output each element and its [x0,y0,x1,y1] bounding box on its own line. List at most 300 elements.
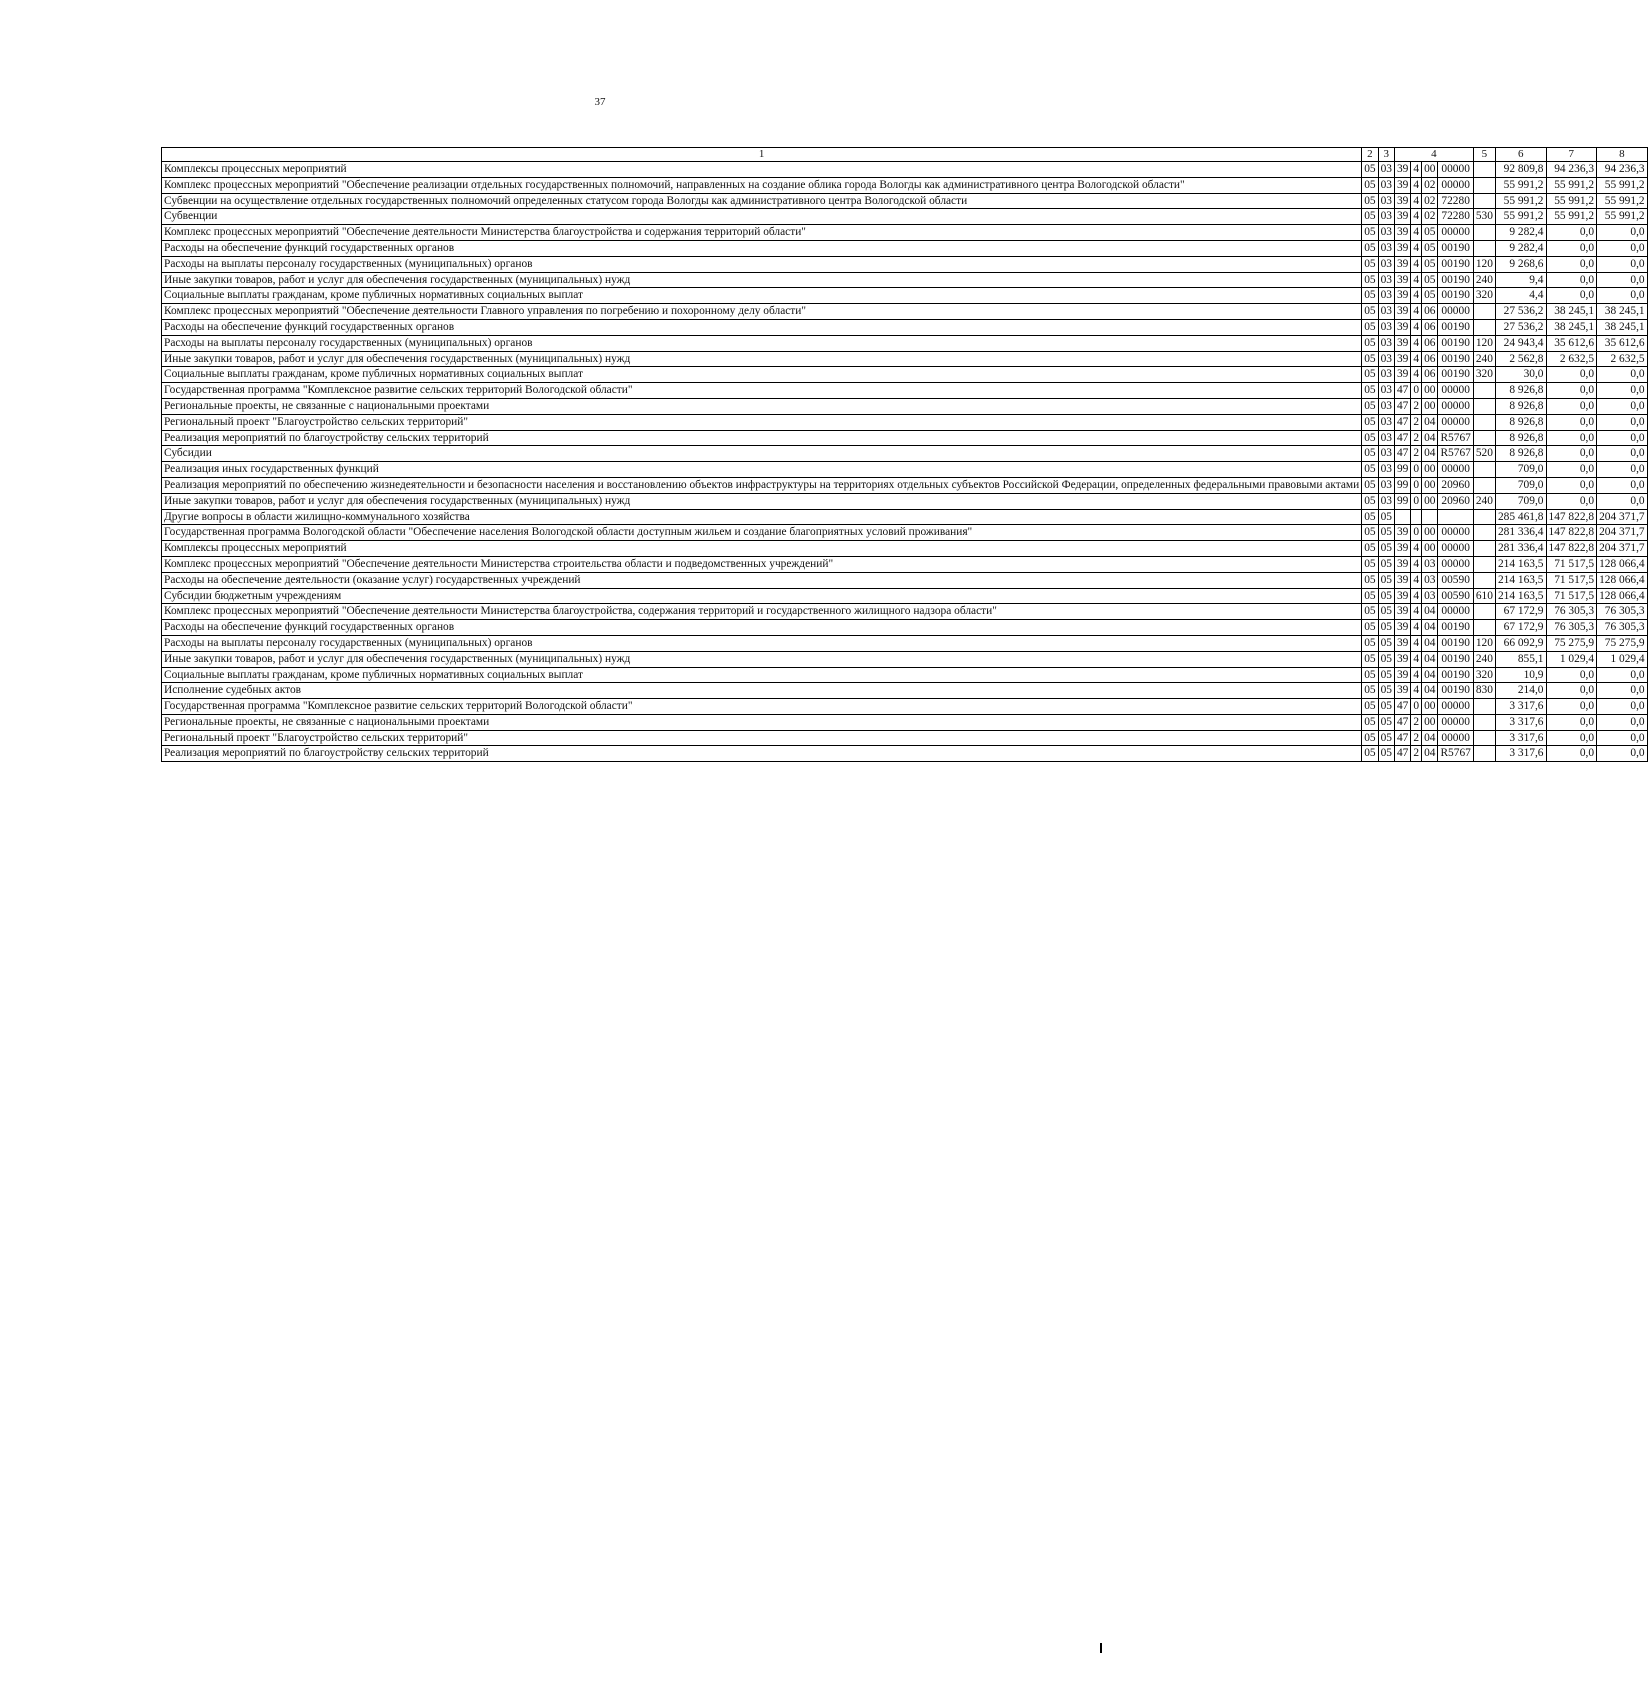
row-value-cell: 55 991,2 [1546,193,1597,209]
table-row [162,177,1648,193]
row-code-cell: 00190 [1438,351,1473,367]
row-name: Региональный проект "Благоустройство сельских территорий" [162,414,1362,430]
table-row [162,335,1648,351]
row-code-cell: 00000 [1438,383,1473,399]
row-code-cell: 00190 [1438,651,1473,667]
row-code-cell [1473,714,1495,730]
table-row [162,477,1648,493]
row-code-cell: 03 [1378,414,1394,430]
row-name: Комплексы процессных мероприятий [162,541,1362,557]
row-code-cell: 47 [1394,699,1410,715]
row-value-cell: 76 305,3 [1597,604,1648,620]
row-value-cell: 75 275,9 [1546,635,1597,651]
row-code-cell [1411,509,1422,525]
row-code-cell: 03 [1378,225,1394,241]
row-code-cell [1473,462,1495,478]
row-value-cell: 281 336,4 [1495,541,1546,557]
row-code-cell [1473,193,1495,209]
row-value-cell: 9 268,6 [1495,256,1546,272]
table-row [162,367,1648,383]
row-value-cell: 0,0 [1546,367,1597,383]
row-code-cell: 05 [1378,683,1394,699]
row-value-cell: 38 245,1 [1546,304,1597,320]
row-value-cell: 3 317,6 [1495,730,1546,746]
row-code-cell: 03 [1378,477,1394,493]
row-code-cell: 05 [1378,572,1394,588]
row-code-cell: 03 [1422,556,1438,572]
table-row [162,272,1648,288]
row-code-cell: 05 [1362,256,1378,272]
row-code-cell: 72280 [1438,193,1473,209]
row-value-cell: 0,0 [1597,446,1648,462]
table-row [162,541,1648,557]
row-code-cell: 03 [1378,256,1394,272]
row-name: Расходы на выплаты персоналу государственных (муниципальных) органов [162,256,1362,272]
header-row [162,148,1648,162]
table-row [162,667,1648,683]
row-code-cell: 03 [1378,430,1394,446]
row-value-cell: 709,0 [1495,462,1546,478]
row-code-cell: 4 [1411,319,1422,335]
row-value-cell: 0,0 [1597,288,1648,304]
row-value-cell: 0,0 [1546,462,1597,478]
row-code-cell: 05 [1362,430,1378,446]
row-code-cell: 05 [1378,667,1394,683]
row-code-cell: 240 [1473,651,1495,667]
row-value-cell: 67 172,9 [1495,604,1546,620]
row-code-cell: 05 [1422,288,1438,304]
row-value-cell: 0,0 [1546,240,1597,256]
row-code-cell: 20960 [1438,493,1473,509]
row-code-cell: 05 [1362,383,1378,399]
row-code-cell [1473,414,1495,430]
row-code-cell: 39 [1394,541,1410,557]
row-code-cell: 240 [1473,351,1495,367]
scan-mark [1100,1643,1102,1653]
row-value-cell: 30,0 [1495,367,1546,383]
row-value-cell: 10,9 [1495,667,1546,683]
row-value-cell: 66 092,9 [1495,635,1546,651]
row-code-cell [1473,746,1495,762]
row-code-cell: 00 [1422,462,1438,478]
row-code-cell: 06 [1422,351,1438,367]
row-code-cell: 06 [1422,304,1438,320]
row-value-cell: 38 245,1 [1546,319,1597,335]
table-row [162,288,1648,304]
row-value-cell: 0,0 [1597,683,1648,699]
row-code-cell: 830 [1473,683,1495,699]
row-code-cell: 03 [1378,162,1394,178]
table-row [162,683,1648,699]
row-code-cell [1473,541,1495,557]
row-code-cell: 00000 [1438,541,1473,557]
row-name: Государственная программа "Комплексное развитие сельских территорий Вологодской области" [162,383,1362,399]
row-value-cell: 76 305,3 [1597,620,1648,636]
table-row [162,699,1648,715]
row-code-cell: 39 [1394,572,1410,588]
row-code-cell: 4 [1411,683,1422,699]
table-row [162,351,1648,367]
row-value-cell: 3 317,6 [1495,746,1546,762]
row-code-cell: 04 [1422,635,1438,651]
header-cell: 6 [1495,148,1546,162]
row-code-cell: 39 [1394,288,1410,304]
row-code-cell: 320 [1473,367,1495,383]
row-code-cell: 00000 [1438,730,1473,746]
row-code-cell: 2 [1411,414,1422,430]
row-code-cell [1473,240,1495,256]
row-value-cell: 55 991,2 [1597,209,1648,225]
row-code-cell: 05 [1362,462,1378,478]
row-name: Иные закупки товаров, работ и услуг для обеспечения государственных (муниципальных) нужд [162,272,1362,288]
row-name: Комплексы процессных мероприятий [162,162,1362,178]
row-value-cell: 147 822,8 [1546,525,1597,541]
row-code-cell: 4 [1411,651,1422,667]
row-code-cell: 00190 [1438,635,1473,651]
row-value-cell: 214 163,5 [1495,556,1546,572]
row-value-cell: 0,0 [1546,398,1597,414]
row-code-cell: 4 [1411,667,1422,683]
row-code-cell: 05 [1362,556,1378,572]
row-code-cell: 47 [1394,446,1410,462]
row-value-cell: 9 282,4 [1495,240,1546,256]
row-name: Комплекс процессных мероприятий "Обеспечение деятельности Министерства строительства области и подведомственных учреждений" [162,556,1362,572]
row-code-cell: 05 [1362,509,1378,525]
header-cell: 5 [1473,148,1495,162]
row-value-cell: 8 926,8 [1495,430,1546,446]
row-code-cell: 39 [1394,335,1410,351]
row-code-cell: 05 [1362,272,1378,288]
table-row [162,430,1648,446]
row-code-cell: 04 [1422,414,1438,430]
row-code-cell: 05 [1422,240,1438,256]
table-row [162,398,1648,414]
row-value-cell: 0,0 [1546,414,1597,430]
row-code-cell: 39 [1394,604,1410,620]
row-code-cell: 00190 [1438,367,1473,383]
row-code-cell [1422,509,1438,525]
row-code-cell: 05 [1362,351,1378,367]
header-cell: 1 [162,148,1362,162]
table-row [162,240,1648,256]
row-code-cell: 05 [1362,446,1378,462]
row-value-cell: 0,0 [1546,667,1597,683]
header-cell: 4 [1394,148,1473,162]
row-name: Реализация мероприятий по обеспечению жизнедеятельности и безопасности населения и восстановлению объектов инфраструктуры на территориях отдельных субъектов Российской Федерации, определенных федеральными правовыми актами [162,477,1362,493]
row-code-cell: 47 [1394,714,1410,730]
table-row [162,493,1648,509]
row-value-cell: 1 029,4 [1546,651,1597,667]
row-code-cell: 00190 [1438,335,1473,351]
row-name: Комплекс процессных мероприятий "Обеспечение деятельности Министерства благоустройства и содержания территорий области" [162,225,1362,241]
row-code-cell: 03 [1378,304,1394,320]
row-code-cell: 00190 [1438,683,1473,699]
row-code-cell: 00190 [1438,620,1473,636]
row-code-cell: 4 [1411,541,1422,557]
row-code-cell [1473,225,1495,241]
table-row [162,730,1648,746]
table-row [162,319,1648,335]
row-code-cell: 05 [1362,699,1378,715]
row-code-cell: 39 [1394,177,1410,193]
row-code-cell: 03 [1378,398,1394,414]
row-code-cell [1473,304,1495,320]
row-code-cell: 00 [1422,162,1438,178]
row-value-cell: 281 336,4 [1495,525,1546,541]
row-code-cell: 47 [1394,430,1410,446]
row-value-cell: 0,0 [1597,383,1648,399]
row-code-cell: 39 [1394,272,1410,288]
row-name: Расходы на обеспечение функций государственных органов [162,620,1362,636]
row-name: Комплекс процессных мероприятий "Обеспечение деятельности Министерства благоустройства, содержания территорий и государственного жилищного надзора области" [162,604,1362,620]
row-value-cell: 55 991,2 [1597,193,1648,209]
row-value-cell: 2 562,8 [1495,351,1546,367]
row-value-cell: 0,0 [1597,398,1648,414]
row-code-cell: 00 [1422,699,1438,715]
row-name: Расходы на выплаты персоналу государственных (муниципальных) органов [162,635,1362,651]
table-row [162,525,1648,541]
row-value-cell: 0,0 [1597,746,1648,762]
row-code-cell: 4 [1411,367,1422,383]
row-code-cell [1473,383,1495,399]
row-value-cell: 4,4 [1495,288,1546,304]
row-code-cell: 39 [1394,556,1410,572]
row-code-cell: 04 [1422,620,1438,636]
row-value-cell: 0,0 [1597,667,1648,683]
row-code-cell: 05 [1378,604,1394,620]
row-value-cell: 76 305,3 [1546,604,1597,620]
row-code-cell: 320 [1473,288,1495,304]
row-code-cell: 05 [1362,162,1378,178]
row-code-cell: 39 [1394,351,1410,367]
row-code-cell: 2 [1411,430,1422,446]
row-value-cell: 1 029,4 [1597,651,1648,667]
row-name: Региональный проект "Благоустройство сельских территорий" [162,730,1362,746]
row-code-cell: 00190 [1438,240,1473,256]
row-value-cell: 38 245,1 [1597,304,1648,320]
row-code-cell: 03 [1378,177,1394,193]
row-value-cell: 0,0 [1546,699,1597,715]
row-code-cell [1473,319,1495,335]
row-code-cell: 47 [1394,383,1410,399]
table-row [162,225,1648,241]
row-value-cell: 214 163,5 [1495,588,1546,604]
row-code-cell [1473,509,1495,525]
row-code-cell: 240 [1473,272,1495,288]
row-code-cell: 2 [1411,398,1422,414]
row-code-cell: 00190 [1438,272,1473,288]
row-value-cell: 285 461,8 [1495,509,1546,525]
row-code-cell: 00000 [1438,398,1473,414]
row-value-cell: 55 991,2 [1546,209,1597,225]
row-code-cell [1473,162,1495,178]
row-code-cell: 04 [1422,746,1438,762]
row-code-cell: 4 [1411,225,1422,241]
row-code-cell: 39 [1394,635,1410,651]
row-code-cell: 0 [1411,477,1422,493]
row-code-cell: 05 [1362,588,1378,604]
row-code-cell: 99 [1394,462,1410,478]
row-code-cell: 00000 [1438,699,1473,715]
row-code-cell: 06 [1422,335,1438,351]
row-value-cell: 0,0 [1546,746,1597,762]
row-value-cell: 9 282,4 [1495,225,1546,241]
row-code-cell: 610 [1473,588,1495,604]
row-code-cell: 05 [1362,177,1378,193]
row-code-cell: 39 [1394,525,1410,541]
row-value-cell: 27 536,2 [1495,319,1546,335]
row-code-cell: 20960 [1438,477,1473,493]
row-code-cell: R5767 [1438,746,1473,762]
row-value-cell: 55 991,2 [1495,193,1546,209]
row-code-cell: 39 [1394,367,1410,383]
budget-table [161,147,1648,762]
row-value-cell: 204 371,7 [1597,509,1648,525]
row-name: Реализация мероприятий по благоустройству сельских территорий [162,746,1362,762]
row-code-cell: 00000 [1438,414,1473,430]
header-cell: 7 [1546,148,1597,162]
row-code-cell: 4 [1411,162,1422,178]
row-name: Субвенции на осуществление отдельных государственных полномочий определенных статусом города Вологды как административного центра Вологодской области [162,193,1362,209]
row-code-cell: 39 [1394,209,1410,225]
row-code-cell: 05 [1378,730,1394,746]
row-code-cell: 05 [1362,367,1378,383]
row-code-cell: 4 [1411,556,1422,572]
row-code-cell: 2 [1411,746,1422,762]
row-value-cell: 71 517,5 [1546,588,1597,604]
row-code-cell: 47 [1394,730,1410,746]
row-code-cell: 05 [1362,288,1378,304]
row-name: Государственная программа "Комплексное развитие сельских территорий Вологодской области" [162,699,1362,715]
row-value-cell: 55 991,2 [1546,177,1597,193]
row-value-cell: 2 632,5 [1597,351,1648,367]
row-name: Иные закупки товаров, работ и услуг для обеспечения государственных (муниципальных) нужд [162,493,1362,509]
table-row [162,556,1648,572]
row-name: Государственная программа Вологодской области "Обеспечение населения Вологодской области доступным жильем и создание благоприятных условий проживания" [162,525,1362,541]
row-value-cell: 24 943,4 [1495,335,1546,351]
row-code-cell: 00000 [1438,604,1473,620]
row-value-cell: 0,0 [1546,288,1597,304]
row-name: Субвенции [162,209,1362,225]
row-code-cell: 05 [1378,620,1394,636]
row-code-cell: 05 [1378,635,1394,651]
row-code-cell: 00 [1422,541,1438,557]
table-row [162,193,1648,209]
row-value-cell: 8 926,8 [1495,398,1546,414]
row-code-cell: 05 [1362,240,1378,256]
row-code-cell: 00590 [1438,572,1473,588]
row-code-cell: 39 [1394,588,1410,604]
row-value-cell: 3 317,6 [1495,699,1546,715]
page-number: 37 [594,96,606,108]
row-value-cell: 92 809,8 [1495,162,1546,178]
row-code-cell: 520 [1473,446,1495,462]
row-code-cell: 05 [1378,651,1394,667]
row-value-cell: 204 371,7 [1597,525,1648,541]
row-code-cell: 4 [1411,256,1422,272]
row-code-cell: 03 [1378,272,1394,288]
row-code-cell: 39 [1394,225,1410,241]
row-code-cell [1473,699,1495,715]
row-code-cell: 03 [1378,240,1394,256]
row-value-cell: 0,0 [1546,714,1597,730]
row-code-cell: 05 [1362,604,1378,620]
row-code-cell: 39 [1394,319,1410,335]
row-code-cell: 4 [1411,240,1422,256]
row-name: Комплекс процессных мероприятий "Обеспечение деятельности Главного управления по погребению и похоронному делу области" [162,304,1362,320]
table-row [162,572,1648,588]
row-value-cell: 0,0 [1597,477,1648,493]
row-code-cell: 4 [1411,272,1422,288]
row-code-cell: 2 [1411,446,1422,462]
row-code-cell: 39 [1394,667,1410,683]
row-code-cell: 39 [1394,240,1410,256]
row-code-cell: 4 [1411,288,1422,304]
row-code-cell: 00590 [1438,588,1473,604]
row-name: Расходы на обеспечение деятельности (оказание услуг) государственных учреждений [162,572,1362,588]
table-row [162,620,1648,636]
row-name: Расходы на выплаты персоналу государственных (муниципальных) органов [162,335,1362,351]
row-code-cell: 00000 [1438,556,1473,572]
row-value-cell: 9,4 [1495,272,1546,288]
row-code-cell: 4 [1411,604,1422,620]
row-value-cell: 94 236,3 [1597,162,1648,178]
row-value-cell: 0,0 [1597,256,1648,272]
row-code-cell: 00000 [1438,225,1473,241]
row-code-cell: 00000 [1438,304,1473,320]
row-code-cell: 0 [1411,525,1422,541]
row-code-cell: 00 [1422,383,1438,399]
row-code-cell: 03 [1378,446,1394,462]
row-code-cell: 4 [1411,209,1422,225]
row-value-cell: 214 163,5 [1495,572,1546,588]
row-value-cell: 35 612,6 [1546,335,1597,351]
row-code-cell: 4 [1411,635,1422,651]
row-name: Другие вопросы в области жилищно-коммунального хозяйства [162,509,1362,525]
row-value-cell: 0,0 [1597,730,1648,746]
row-code-cell: 04 [1422,683,1438,699]
row-value-cell: 0,0 [1597,430,1648,446]
row-code-cell: 05 [1362,335,1378,351]
row-code-cell: 47 [1394,414,1410,430]
row-code-cell: 05 [1362,304,1378,320]
row-code-cell: 4 [1411,620,1422,636]
row-code-cell: 4 [1411,193,1422,209]
table-row [162,588,1648,604]
row-code-cell: 03 [1378,335,1394,351]
row-code-cell: 05 [1362,477,1378,493]
row-value-cell: 128 066,4 [1597,572,1648,588]
row-code-cell: 05 [1362,651,1378,667]
row-code-cell [1473,398,1495,414]
row-name: Субсидии бюджетным учреждениям [162,588,1362,604]
row-value-cell: 55 991,2 [1495,209,1546,225]
row-name: Расходы на обеспечение функций государственных органов [162,240,1362,256]
row-code-cell: 0 [1411,699,1422,715]
row-code-cell: 72280 [1438,209,1473,225]
row-code-cell: 05 [1378,509,1394,525]
row-value-cell: 27 536,2 [1495,304,1546,320]
row-code-cell: 03 [1378,367,1394,383]
row-code-cell: 06 [1422,367,1438,383]
row-code-cell: 00190 [1438,319,1473,335]
row-code-cell: 05 [1422,256,1438,272]
row-value-cell: 38 245,1 [1597,319,1648,335]
row-code-cell: 99 [1394,477,1410,493]
row-code-cell: 39 [1394,620,1410,636]
row-code-cell: 39 [1394,683,1410,699]
row-value-cell: 0,0 [1597,240,1648,256]
